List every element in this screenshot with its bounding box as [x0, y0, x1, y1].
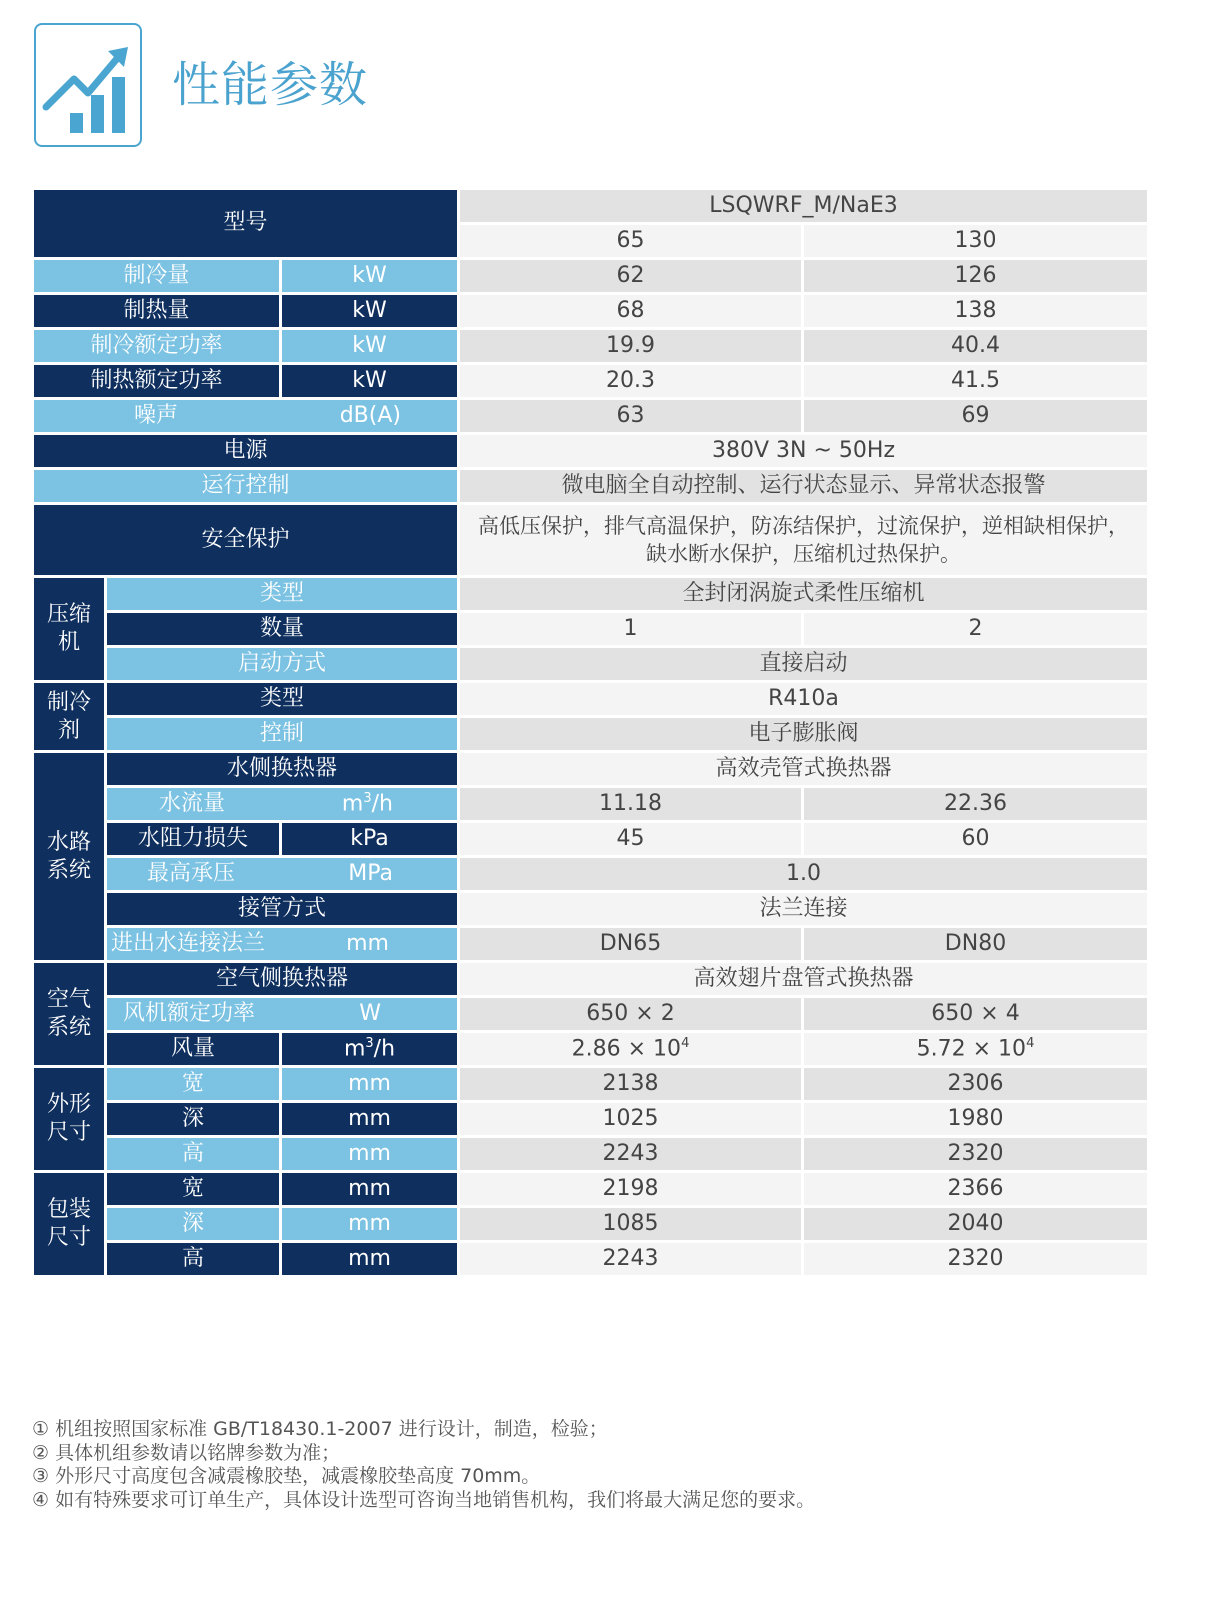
table-row: [34, 613, 1147, 648]
table-row: [34, 1138, 1147, 1173]
cell-value: 1025: [460, 1103, 804, 1138]
cell-value: 1085: [460, 1208, 804, 1243]
table-row: [34, 928, 1147, 963]
row-label: 接管方式: [107, 893, 460, 928]
table-row: [34, 1103, 1147, 1138]
row-label: 控制: [107, 718, 460, 753]
table-row: [34, 718, 1147, 753]
row-unit: mm: [282, 1208, 460, 1243]
table-row: [34, 435, 1147, 470]
logo: [34, 23, 142, 147]
cell-value: 69: [804, 400, 1147, 435]
cell-value: 41.5: [804, 365, 1147, 400]
row-label-with-unit: [34, 400, 460, 435]
cell-value: 1: [460, 613, 804, 648]
row-unit: $m^3/h$: [341, 790, 393, 816]
cell-value: 68: [460, 295, 804, 330]
note-item: ② 具体机组参数请以铭牌参数为准；: [32, 1441, 341, 1464]
group-air: 空气 系统: [34, 963, 107, 1068]
row-label: 类型: [107, 683, 460, 718]
cell-value: 2320: [804, 1243, 1147, 1278]
row-label: 数量: [107, 613, 460, 648]
row-label: 运行控制: [34, 470, 460, 505]
row-label: 类型: [107, 578, 460, 613]
row-label: 水阻力损失: [107, 823, 282, 858]
cell-value: 2243: [460, 1243, 804, 1278]
row-label: 高: [107, 1138, 282, 1173]
note-item: ① 机组按照国家标准 GB/T18430.1-2007 进行设计，制造，检验；: [32, 1418, 608, 1440]
cell-value: 2320: [804, 1138, 1147, 1173]
cell-value: 45: [460, 823, 804, 858]
model-130: 130: [804, 225, 1147, 260]
table-row: [34, 683, 1147, 718]
cell-value: 2306: [804, 1068, 1147, 1103]
table-row: [34, 365, 1147, 400]
group-dimensions: 外形 尺寸: [34, 1068, 107, 1173]
row-unit: $m^3/h$: [282, 1033, 460, 1068]
row-label: 安全保护: [34, 505, 460, 578]
page-title: 性能参数: [172, 57, 369, 113]
cell-value: $5.72 \times 10^4$: [804, 1033, 1147, 1068]
cell-value: 19.9: [460, 330, 804, 365]
cell-value: 2: [804, 613, 1147, 648]
group-refrigerant: 制冷 剂: [34, 683, 107, 753]
safety-line-1: 高低压保护，排气高温保护，防冻结保护，过流保护，逆相缺相保护，: [478, 514, 1129, 538]
cell-value: 微电脑全自动控制、运行状态显示、异常状态报警: [460, 470, 1147, 505]
cell-value: 40.4: [804, 330, 1147, 365]
cell-value: 1980: [804, 1103, 1147, 1138]
cell-value: 高效翅片盘管式换热器: [460, 963, 1147, 998]
model-label: 型号: [34, 190, 460, 260]
row-label: 制冷量: [34, 260, 282, 295]
row-unit: kPa: [282, 823, 460, 858]
cell-value: 2040: [804, 1208, 1147, 1243]
table-row: [34, 753, 1147, 788]
cell-value: 22.36: [804, 788, 1147, 823]
table-row: [34, 1068, 1147, 1103]
growth-chart-icon: [36, 25, 140, 145]
row-unit: MPa: [348, 860, 393, 886]
spec-table: [34, 190, 1147, 1278]
row-unit: kW: [282, 330, 460, 365]
row-label: 宽: [107, 1068, 282, 1103]
table-row: [34, 295, 1147, 330]
table-row: [34, 893, 1147, 928]
cell-value: 60: [804, 823, 1147, 858]
table-row: [34, 190, 1147, 225]
row-label: 启动方式: [107, 648, 460, 683]
note-item: ④ 如有特殊要求可订单生产，具体设计选型可咨询当地销售机构，我们将最大满足您的要求。: [32, 1488, 816, 1511]
cell-value: 11.18: [460, 788, 804, 823]
row-label: 进出水连接法兰: [111, 930, 266, 956]
cell-value: 62: [460, 260, 804, 295]
row-label: 深: [107, 1208, 282, 1243]
cell-value: 138: [804, 295, 1147, 330]
cell-value: 法兰连接: [460, 893, 1147, 928]
table-row: [34, 963, 1147, 998]
row-unit: kW: [282, 295, 460, 330]
cell-value: 2138: [460, 1068, 804, 1103]
row-unit: kW: [282, 365, 460, 400]
row-unit: W: [359, 1000, 381, 1026]
row-unit: mm: [282, 1103, 460, 1138]
row-label-with-unit: [107, 858, 460, 893]
row-label-with-unit: [107, 998, 460, 1033]
cell-value: 380V 3N ~ 50Hz: [460, 435, 1147, 470]
cell-value: DN65: [460, 928, 804, 963]
row-unit: kW: [282, 260, 460, 295]
safety-line-2: 缺水断水保护，压缩机过热保护。: [646, 542, 961, 566]
notes: [32, 1418, 815, 1512]
row-label: 制热量: [34, 295, 282, 330]
row-label-with-unit: [107, 928, 460, 963]
cell-value: R410a: [460, 683, 1147, 718]
row-label: 制冷额定功率: [34, 330, 282, 365]
table-row: [34, 1243, 1147, 1278]
row-label: 制热额定功率: [34, 365, 282, 400]
note-item: ③ 外形尺寸高度包含减震橡胶垫，减震橡胶垫高度 70mm。: [32, 1465, 541, 1487]
table-row: [34, 260, 1147, 295]
table-row: [34, 788, 1147, 823]
table-row: [34, 330, 1147, 365]
cell-value: 1.0: [460, 858, 1147, 893]
table-row: [34, 648, 1147, 683]
cell-value: 2366: [804, 1173, 1147, 1208]
row-label: 高: [107, 1243, 282, 1278]
cell-value: 63: [460, 400, 804, 435]
row-unit: mm: [282, 1243, 460, 1278]
table-row: [34, 858, 1147, 893]
cell-value: 全封闭涡旋式柔性压缩机: [460, 578, 1147, 613]
row-label: 水侧换热器: [107, 753, 460, 788]
row-label: 宽: [107, 1173, 282, 1208]
table-row: [34, 998, 1147, 1033]
row-unit: mm: [282, 1068, 460, 1103]
row-label: 水流量: [159, 790, 226, 816]
cell-value: 650 × 4: [804, 998, 1147, 1033]
cell-value: [460, 505, 1147, 578]
row-unit: mm: [282, 1173, 460, 1208]
table-row: [34, 1173, 1147, 1208]
row-label: 风机额定功率: [123, 1000, 256, 1026]
model-65: 65: [460, 225, 804, 260]
row-unit: mm: [282, 1138, 460, 1173]
row-label: 空气侧换热器: [107, 963, 460, 998]
row-label: 噪声: [134, 402, 179, 428]
table-row: [34, 505, 1147, 578]
cell-value: 20.3: [460, 365, 804, 400]
table-row: [34, 1208, 1147, 1243]
table-row: [34, 823, 1147, 858]
cell-value: 电子膨胀阀: [460, 718, 1147, 753]
row-unit: mm: [346, 930, 389, 956]
group-compressor: 压缩 机: [34, 578, 107, 683]
table-row: [34, 1033, 1147, 1068]
group-package: 包装 尺寸: [34, 1173, 107, 1278]
table-row: [34, 400, 1147, 435]
row-label: 电源: [34, 435, 460, 470]
cell-value: 650 × 2: [460, 998, 804, 1033]
cell-value: 高效壳管式换热器: [460, 753, 1147, 788]
row-label-with-unit: [107, 788, 460, 823]
cell-value: 126: [804, 260, 1147, 295]
row-label: 深: [107, 1103, 282, 1138]
row-label: 风量: [107, 1033, 282, 1068]
cell-value: 2198: [460, 1173, 804, 1208]
table-row: [34, 470, 1147, 505]
cell-value: 直接启动: [460, 648, 1147, 683]
row-label: 最高承压: [147, 860, 236, 886]
table-row: [34, 578, 1147, 613]
group-water: 水路 系统: [34, 753, 107, 963]
row-unit: dB(A): [339, 402, 401, 428]
cell-value: 2243: [460, 1138, 804, 1173]
cell-value: DN80: [804, 928, 1147, 963]
model-name: LSQWRF_M/NaE3: [460, 190, 1147, 225]
cell-value: $2.86 \times 10^4$: [460, 1033, 804, 1068]
